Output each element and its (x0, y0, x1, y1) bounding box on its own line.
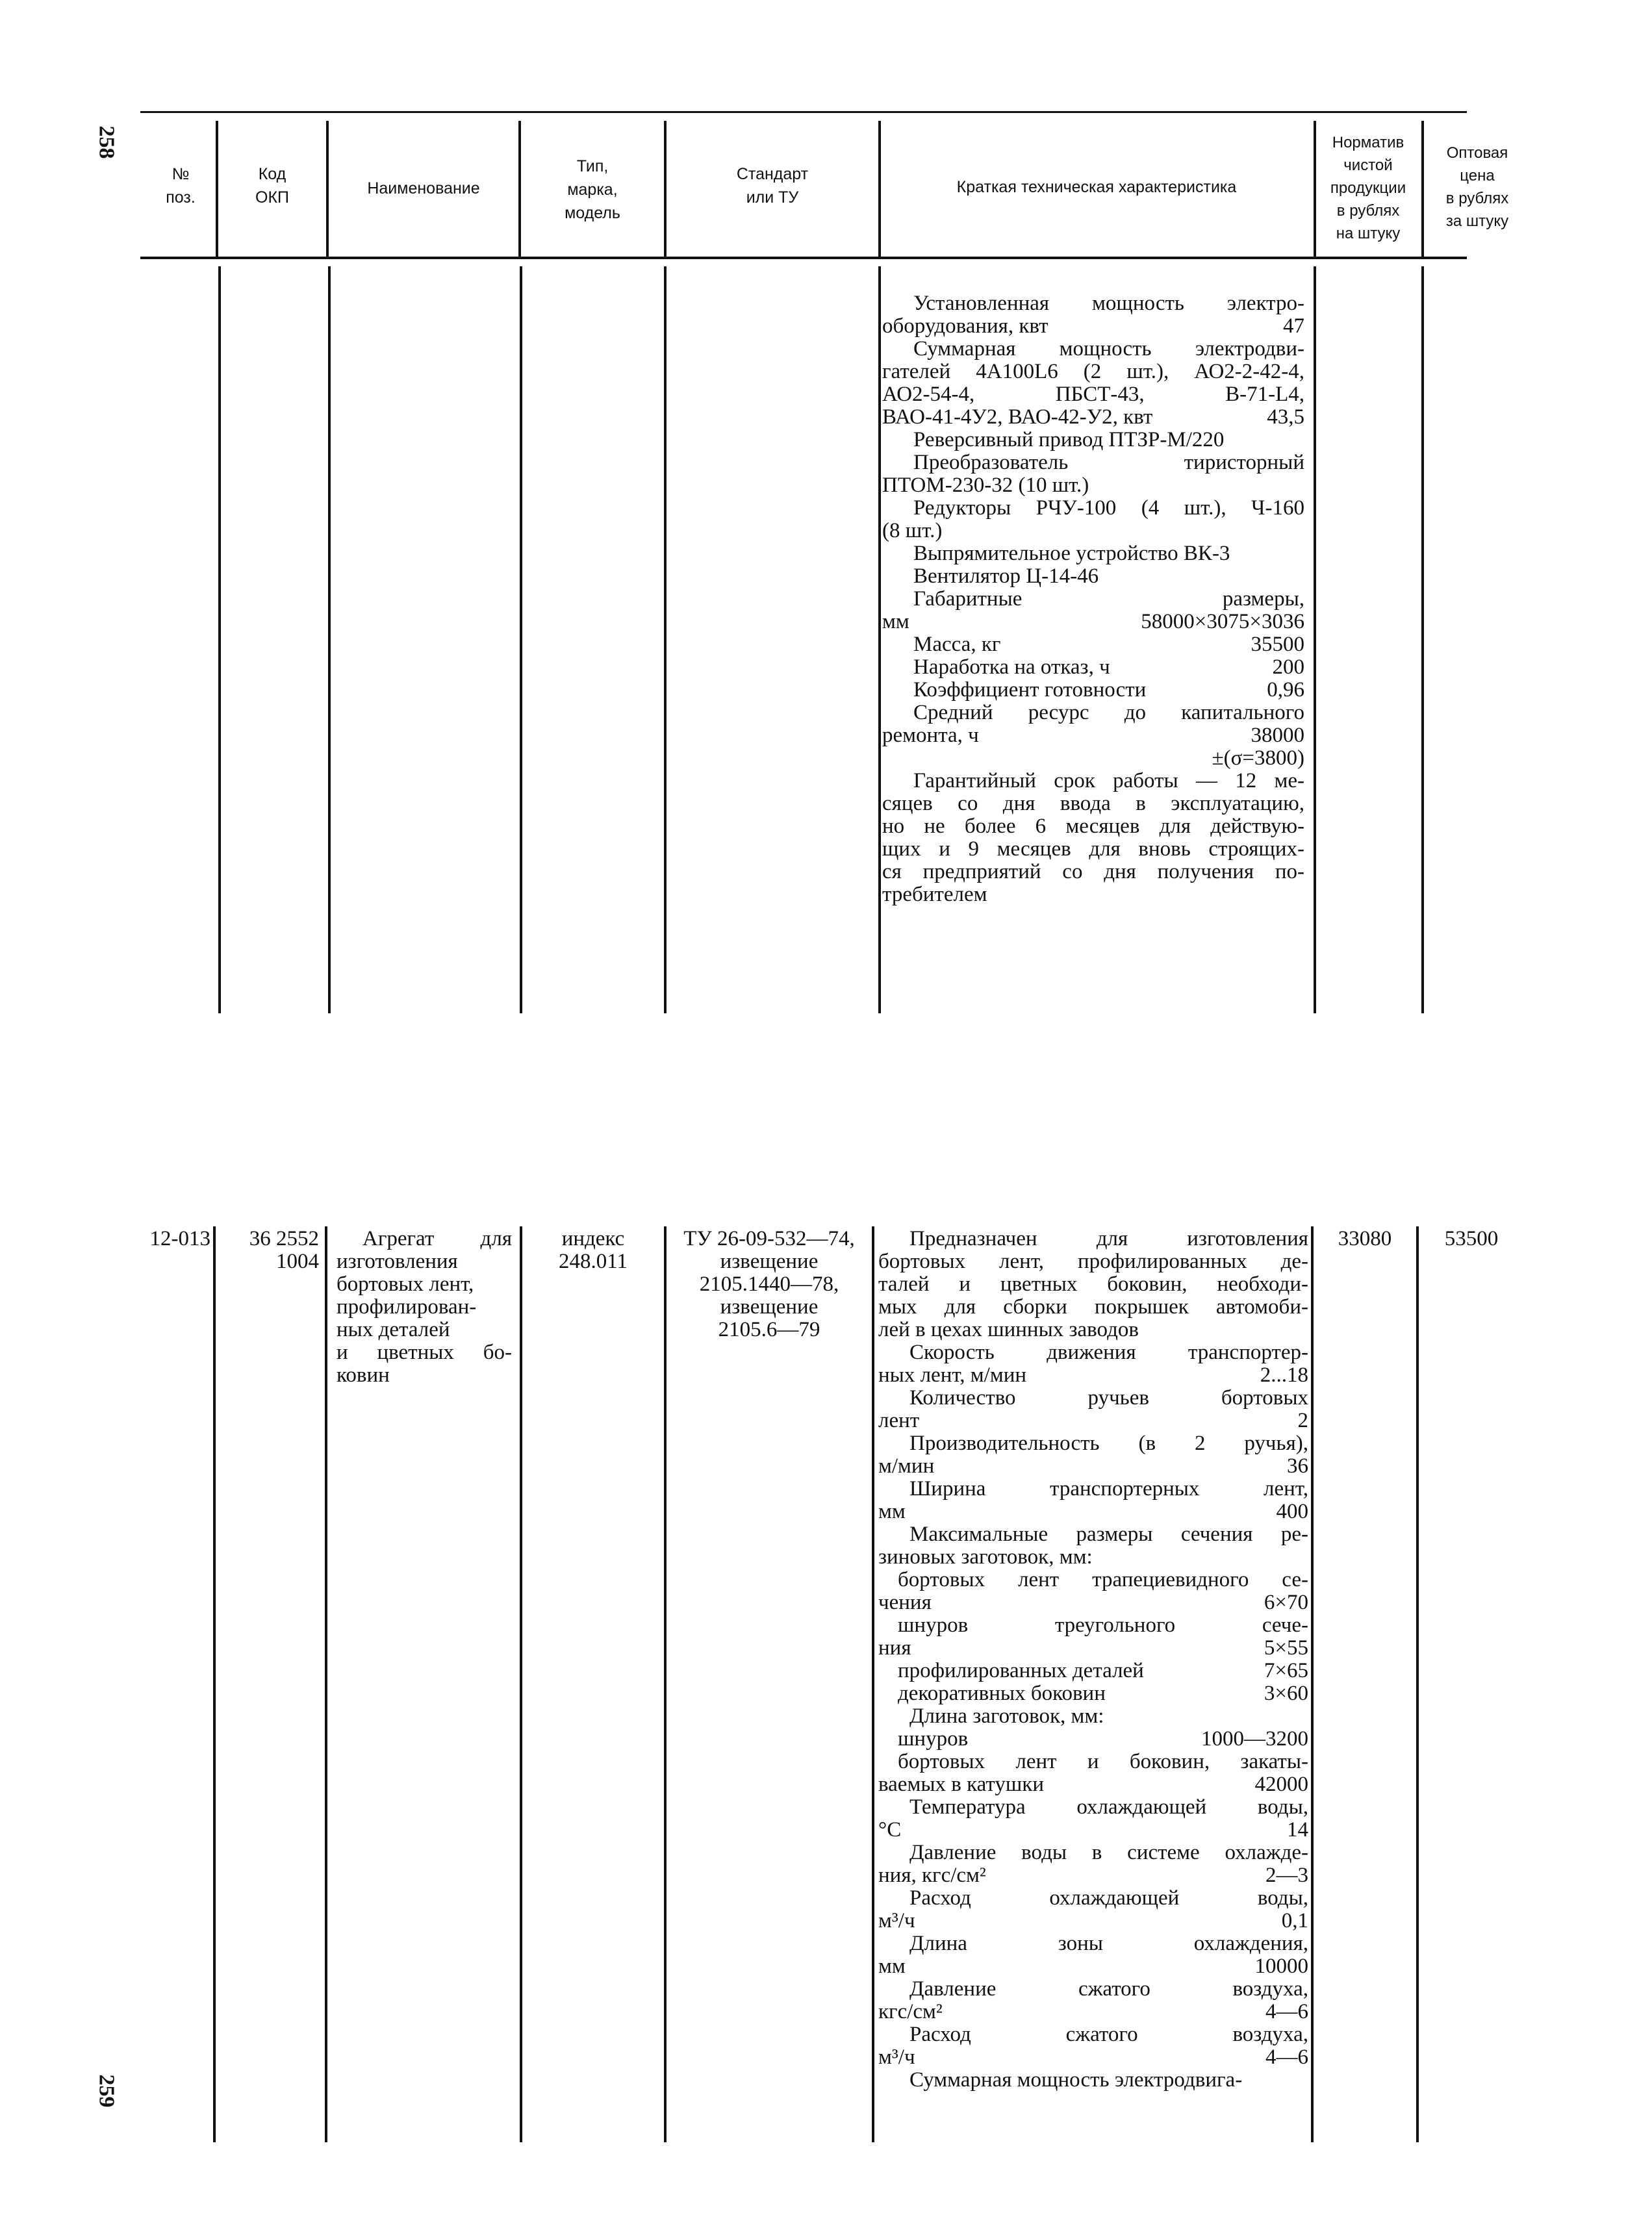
header-top-rule (140, 111, 1467, 113)
spec-item (878, 1705, 1308, 1728)
spec-line: Габаритные размеры, (913, 587, 1304, 611)
spec-line: ваемых в катушки (878, 1773, 1044, 1796)
spec-line: Длина заготовок, мм: (909, 1704, 1104, 1728)
spec-item (878, 1614, 1308, 1660)
spec-line: декоративных боковин (898, 1682, 1106, 1705)
spec-value: 0,1 (1281, 1909, 1308, 1932)
spec-line: Температура охлаждающей воды, (909, 1795, 1308, 1819)
spec-value: 1000—3200 (1201, 1727, 1308, 1751)
header-sep-5 (878, 121, 881, 257)
spec-value: 2 (1297, 1409, 1308, 1432)
spec-item (882, 451, 1304, 497)
spec-value: 14 (1287, 1818, 1308, 1842)
spec-line: талей и цветных боковин, необходи- (878, 1272, 1308, 1296)
spec-line: м/мин (878, 1454, 935, 1478)
spec-line: Гарантийный срок работы — 12 ме- (913, 769, 1304, 792)
spec-item (878, 1932, 1308, 1978)
header-col-norm: Норматив чистой продукции в рублях на штуку (1330, 134, 1406, 242)
spec-line: м³/ч (878, 1909, 915, 1932)
spec-line: Расход охлаждающей воды, (909, 1886, 1308, 1910)
spec-line: ных лент, м/мин (878, 1363, 1027, 1387)
page-number-bottom: 259 (94, 2074, 119, 2108)
spec-line: Максимальные размеры сечения ре- (909, 1523, 1308, 1546)
spec-line: Выпрямительное устройство ВК-3 (913, 542, 1230, 565)
spec-item (882, 679, 1304, 702)
spec-line: Давление сжатого воздуха, (909, 1977, 1308, 2001)
spec-item (878, 1682, 1308, 1705)
spec-value: 400 (1276, 1500, 1308, 1523)
spec-line: ВАО-41-4У2, ВАО-42-У2, квт (882, 405, 1153, 429)
spec-item (878, 1387, 1308, 1432)
header-bottom-rule (140, 257, 1467, 259)
spec-line: Длина зоны охлаждения, (909, 1932, 1308, 1955)
spec-line: Преобразователь тиристорный (913, 451, 1304, 474)
header-sep-3 (518, 121, 521, 257)
spec-line: Давление воды в системе охлажде- (909, 1841, 1308, 1864)
spec-item (878, 1341, 1308, 1387)
header-sep-4 (664, 121, 667, 257)
cont-sep-5 (878, 266, 881, 1013)
item-sep-2 (325, 1226, 327, 2142)
spec-line: Вентилятор Ц-14-46 (913, 564, 1099, 588)
item-price-value: 53500 (1444, 1227, 1499, 1250)
spec-item (882, 656, 1304, 679)
spec-line: АО2-54-4, ПБСТ-43, В-71-L4, (882, 383, 1304, 406)
spec-item (882, 338, 1304, 429)
spec-line: мм (882, 610, 909, 633)
spec-line: Коэффициент готовности (913, 678, 1147, 702)
page-number-top: 258 (94, 125, 119, 159)
spec-item (882, 292, 1304, 338)
spec-value: 4—6 (1265, 2000, 1308, 2023)
header-col-spec: Краткая техническая характеристика (956, 178, 1237, 196)
spec-item (878, 1569, 1308, 1614)
spec-item (882, 429, 1304, 451)
spec-value: 7×65 (1264, 1659, 1308, 1682)
spec-line: зиновых заготовок, мм: (878, 1545, 1093, 1569)
cont-sep-6 (1314, 266, 1316, 1013)
spec-line: Масса, кг (913, 633, 1001, 656)
spec-line: бортовых лент, профилированных де- (878, 1250, 1308, 1273)
spec-item (878, 2023, 1308, 2069)
spec-line: кгс/см² (878, 2000, 943, 2023)
spec-line: Производительность (в 2 ручья), (909, 1432, 1308, 1455)
spec-line: °С (878, 1818, 902, 1842)
spec-line: ния, кгс/см² (878, 1864, 986, 1887)
spec-value: 10000 (1254, 1955, 1308, 1978)
spec-line: шнуров (898, 1727, 969, 1751)
spec-item (878, 1432, 1308, 1478)
spec-value: 3×60 (1264, 1682, 1308, 1705)
spec-line: ния (878, 1636, 911, 1660)
spec-item (882, 633, 1304, 656)
spec-line: требителем (882, 883, 987, 906)
spec-value: 2—3 (1265, 1864, 1308, 1887)
spec-item (882, 770, 1304, 906)
spec-item (878, 1751, 1308, 1796)
spec-line: Скорость движения транспортер- (909, 1341, 1308, 1364)
spec-item (878, 1228, 1308, 1341)
spec-line: щих и 9 месяцев для вновь строящих- (882, 837, 1304, 861)
item-sep-3 (520, 1226, 522, 2142)
cont-sep-2 (328, 266, 331, 1013)
cont-sep-3 (520, 266, 522, 1013)
spec-line: мм (878, 1955, 906, 1978)
spec-value: 36 (1287, 1454, 1308, 1478)
header-col-standard: Стандарт или ТУ (736, 165, 809, 207)
spec-line: м³/ч (878, 2045, 915, 2069)
spec-value-extra: ±(σ=3800) (1212, 746, 1304, 770)
spec-line: лей в цехах шинных заводов (878, 1318, 1139, 1341)
spec-line: Количество ручьев бортовых (909, 1386, 1308, 1410)
spec-value: 58000×3075×3036 (1141, 610, 1304, 633)
spec-line: Суммарная мощность электродвига- (909, 2068, 1243, 2092)
item-specification (878, 1228, 1308, 2092)
item-okp-code: 36 2552 1004 (249, 1227, 319, 1273)
header-col-type: Тип, марка, модель (565, 157, 620, 222)
spec-line: ся предприятий со дня получения по- (882, 860, 1304, 883)
spec-line: (8 шт.) (882, 519, 943, 542)
header-sep-6 (1314, 121, 1316, 257)
continued-specification (882, 292, 1304, 906)
spec-line: Установленная мощность электро- (913, 292, 1304, 315)
spec-line: профилированных деталей (898, 1659, 1144, 1682)
spec-item (878, 1660, 1308, 1682)
spec-value: 38000 (1251, 724, 1304, 747)
cont-sep-7 (1421, 266, 1424, 1013)
spec-value: 47 (1283, 314, 1304, 338)
spec-item (878, 1842, 1308, 1887)
spec-line: Средний ресурс до капитального (913, 701, 1304, 724)
spec-line: бортовых лент и боковин, закаты- (898, 1750, 1308, 1773)
spec-line: ПТОМ-230-32 (10 шт.) (882, 474, 1089, 497)
spec-value: 6×70 (1264, 1591, 1308, 1614)
cont-sep-4 (664, 266, 667, 1013)
spec-item (878, 1796, 1308, 1842)
spec-line: Наработка на отказ, ч (913, 655, 1110, 679)
item-sep-7 (1416, 1226, 1419, 2142)
spec-item (878, 1523, 1308, 1569)
header-col-no: № поз. (166, 165, 196, 207)
spec-line: но не более 6 месяцев для действую- (882, 815, 1304, 838)
spec-line: чения (878, 1591, 932, 1614)
spec-value: 2...18 (1260, 1363, 1308, 1387)
spec-item (878, 1478, 1308, 1523)
spec-line: мых для сборки покрышек автомоби- (878, 1295, 1308, 1319)
spec-item (878, 1728, 1308, 1751)
spec-line: оборудования, квт (882, 314, 1048, 338)
spec-item (882, 497, 1304, 542)
item-sep-1 (213, 1226, 216, 2142)
spec-value: 200 (1272, 655, 1304, 679)
spec-item (882, 542, 1304, 565)
spec-item (882, 565, 1304, 588)
header-col-okp: Код ОКП (255, 165, 289, 207)
spec-line: ремонта, ч (882, 724, 979, 747)
item-sep-5 (872, 1226, 874, 2142)
item-sep-4 (664, 1226, 667, 2142)
spec-value: 4—6 (1265, 2045, 1308, 2069)
item-type: индекс 248.011 (558, 1227, 628, 1273)
spec-line: Реверсивный привод ПТЗР-М/220 (913, 428, 1225, 451)
spec-item (878, 2069, 1308, 2092)
spec-value: 5×55 (1264, 1636, 1308, 1660)
spec-item (878, 1978, 1308, 2023)
spec-line: бортовых лент трапециевидного се- (898, 1568, 1308, 1591)
spec-line: шнуров треугольного сече- (898, 1614, 1308, 1637)
cont-sep-1 (218, 266, 221, 1013)
spec-value: 42000 (1254, 1773, 1308, 1796)
spec-line: мм (878, 1500, 906, 1523)
spec-line: Расход сжатого воздуха, (909, 2023, 1308, 2046)
item-position-number: 12-013 (149, 1227, 210, 1250)
spec-item (882, 702, 1304, 770)
spec-line: сяцев со дня ввода в эксплуатацию, (882, 792, 1304, 815)
header-col-name: Наименование (367, 179, 480, 197)
spec-item (878, 1887, 1308, 1932)
spec-line: лент (878, 1409, 920, 1432)
header-col-price: Оптовая цена в рублях за штуку (1445, 144, 1509, 230)
spec-value: 43,5 (1267, 405, 1304, 429)
spec-value: 35500 (1251, 633, 1304, 656)
item-standard: ТУ 26-09-532—74, извещение 2105.1440—78, извещение 2105.6—79 (683, 1227, 855, 1341)
item-name: Агрегат для изготовления бортовых лент, профилирован- ных деталей и цветных бо- ковин (337, 1227, 512, 1387)
item-norm-value: 33080 (1338, 1227, 1392, 1250)
header-sep-2 (326, 121, 329, 257)
spec-line: Редукторы РЧУ-100 (4 шт.), Ч-160 (913, 496, 1304, 520)
spec-line: Ширина транспортерных лент, (909, 1477, 1308, 1500)
spec-line: Суммарная мощность электродви- (913, 337, 1304, 361)
spec-line: гателей 4A100L6 (2 шт.), АО2-2-42-4, (882, 360, 1304, 383)
header-sep-7 (1421, 121, 1424, 257)
item-sep-6 (1311, 1226, 1314, 2142)
spec-value: 0,96 (1267, 678, 1304, 702)
header-sep-1 (216, 121, 218, 257)
spec-item (882, 588, 1304, 633)
spec-line: Предназначен для изготовления (909, 1227, 1308, 1250)
